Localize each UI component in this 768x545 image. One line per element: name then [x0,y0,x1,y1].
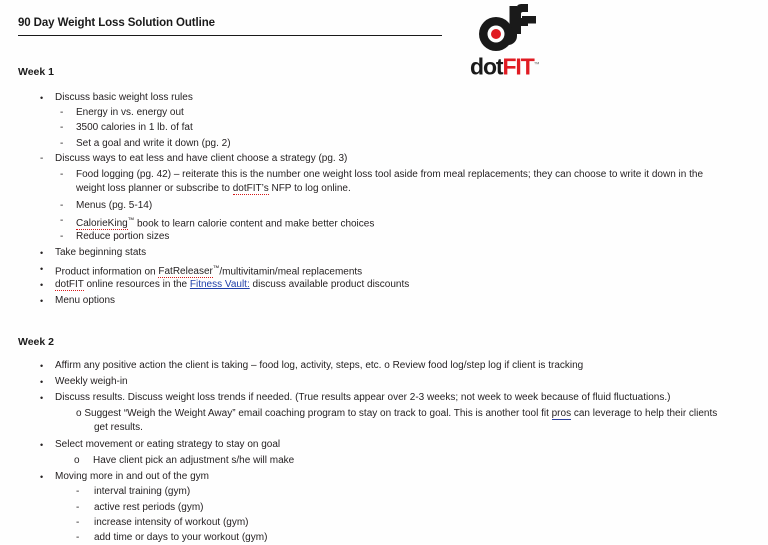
list-item-text: Menu options [55,295,116,306]
wordmark-dot: dot [470,53,503,80]
list-item-text: Reduce portion sizes [76,231,170,242]
list-item [60,199,680,213]
title-divider [18,35,442,36]
list-item-text: Take beginning stats [55,247,147,258]
bullet-marker: • [40,93,44,103]
list-item-text-suffix: discuss available product discounts [249,279,410,290]
list-item-text: 3500 calories in 1 lb. of fat [76,122,193,133]
list-item-text-suffix: book to learn calorie content and make better choices [134,218,375,230]
list-item-text: Select movement or eating strategy to stay on goal [55,439,281,450]
list-item [40,438,720,452]
bullet-marker: • [40,361,44,371]
dash-marker: - [60,231,64,242]
list-item-text: active rest periods (gym) [94,502,204,513]
list-item-text: Moving more in and out of the gym [55,471,209,482]
list-item [40,152,700,166]
dash-marker: - [76,517,80,528]
list-item-text-suffix: /multivitamin/meal replacements [219,266,363,278]
list-item [60,168,760,196]
spellcheck-word: dotFIT’s [232,183,269,194]
list-item-text: Affirm any positive action the client is taking – food log, activity, steps, etc. o Review food log/step log if client is tracking [55,360,584,371]
list-item-text [76,168,760,196]
list-item [40,262,700,279]
list-item [76,501,716,515]
dash-marker: - [60,122,64,133]
spellcheck-word: CalorieKing [76,218,128,230]
list-item [76,407,766,435]
list-item-line-1: Food logging (pg. 42) – reiterate this is the number one weight loss tool aside from meal replacements; they can choose to write it down in the [76,169,704,180]
wordmark-trademark: ™ [533,62,540,68]
list-item-text [55,262,700,279]
list-item [40,246,700,260]
trademark-symbol: ™ [127,217,135,224]
wordmark-fit: FIT [502,53,534,80]
bullet-marker: • [40,248,44,258]
dotfit-logo [470,4,562,80]
list-item [40,294,700,308]
fitness-vault-link[interactable]: Fitness Vault: [189,279,250,290]
list-item [76,531,716,545]
spellcheck-word: dotFIT [55,279,84,290]
dash-marker: - [40,153,44,164]
dash-marker: - [76,532,80,543]
list-item-text: add time or days to your workout (gym) [94,532,268,543]
dash-marker: - [60,138,64,149]
list-item [40,470,720,484]
list-item-text-suffix: can leverage to help their clients [571,408,718,419]
bullet-marker: • [40,472,44,482]
list-item [40,391,750,405]
list-item-text: Discuss ways to eat less and have client choose a strategy (pg. 3) [55,153,348,164]
dash-marker: - [60,169,64,180]
list-item-text: Set a goal and write it down (pg. 2) [76,138,231,149]
dash-marker: - [60,107,64,118]
bullet-marker: • [40,296,44,306]
list-item [40,375,740,389]
grammarcheck-word: pros [551,408,572,419]
section-heading-week-2: Week 2 [18,336,54,348]
list-item [60,230,680,244]
list-item [74,454,734,468]
list-item-text: Have client pick an adjustment s/he will make [93,455,295,466]
bullet-marker: • [40,264,44,274]
list-item-text: increase intensity of workout (gym) [94,517,249,528]
list-item [76,485,716,499]
circle-bullet-marker: o [74,455,80,466]
list-item-text-prefix: o Suggest “Weigh the Weight Away” email coaching program to stay on track to goal. This is another tool fit [76,408,552,419]
list-item-line-2-prefix: weight loss planner or subscribe to [76,183,233,194]
bullet-marker: • [40,377,44,387]
list-item-text: Energy in vs. energy out [76,107,184,118]
dotfit-monogram-icon [478,4,540,52]
list-item [60,137,680,151]
dash-marker: - [76,486,80,497]
list-item [60,121,680,135]
list-item [40,91,680,105]
dotfit-wordmark [470,52,562,78]
dash-marker: - [60,200,64,211]
bullet-marker: • [40,440,44,450]
list-item-line-1 [76,408,717,420]
spellcheck-word: FatReleaser [158,266,213,278]
list-item-text-prefix: Product information on [55,266,159,278]
list-item-text: interval training (gym) [94,486,191,497]
list-item [40,278,700,292]
section-heading-week-1: Week 1 [18,66,54,78]
list-item-text [55,278,700,292]
bullet-marker: • [40,280,44,290]
page-title: 90 Day Weight Loss Solution Outline [18,17,215,29]
list-item [76,516,716,530]
list-item-text: Discuss results. Discuss weight loss trends if needed. (True results appear over 2-3 weeks; not week to week because of fluid fluctuations.) [55,392,671,403]
list-item-text: Discuss basic weight loss rules [55,92,193,103]
dash-marker: - [76,502,80,513]
dash-marker: - [60,215,64,226]
list-item-line-2: get results. [94,422,143,433]
list-item [60,106,680,120]
list-item-text [76,407,766,435]
document-header [18,16,442,36]
list-item-text-middle: online resources in the [83,279,190,290]
trademark-symbol: ™ [212,265,220,272]
list-item-text: Weekly weigh-in [55,376,128,387]
bullet-marker: • [40,393,44,403]
list-item-text: Menus (pg. 5-14) [76,200,153,211]
list-item [60,214,680,231]
list-item-line-2-suffix: NFP to log online. [268,183,351,194]
list-item-text [76,214,680,231]
list-item [40,359,740,373]
